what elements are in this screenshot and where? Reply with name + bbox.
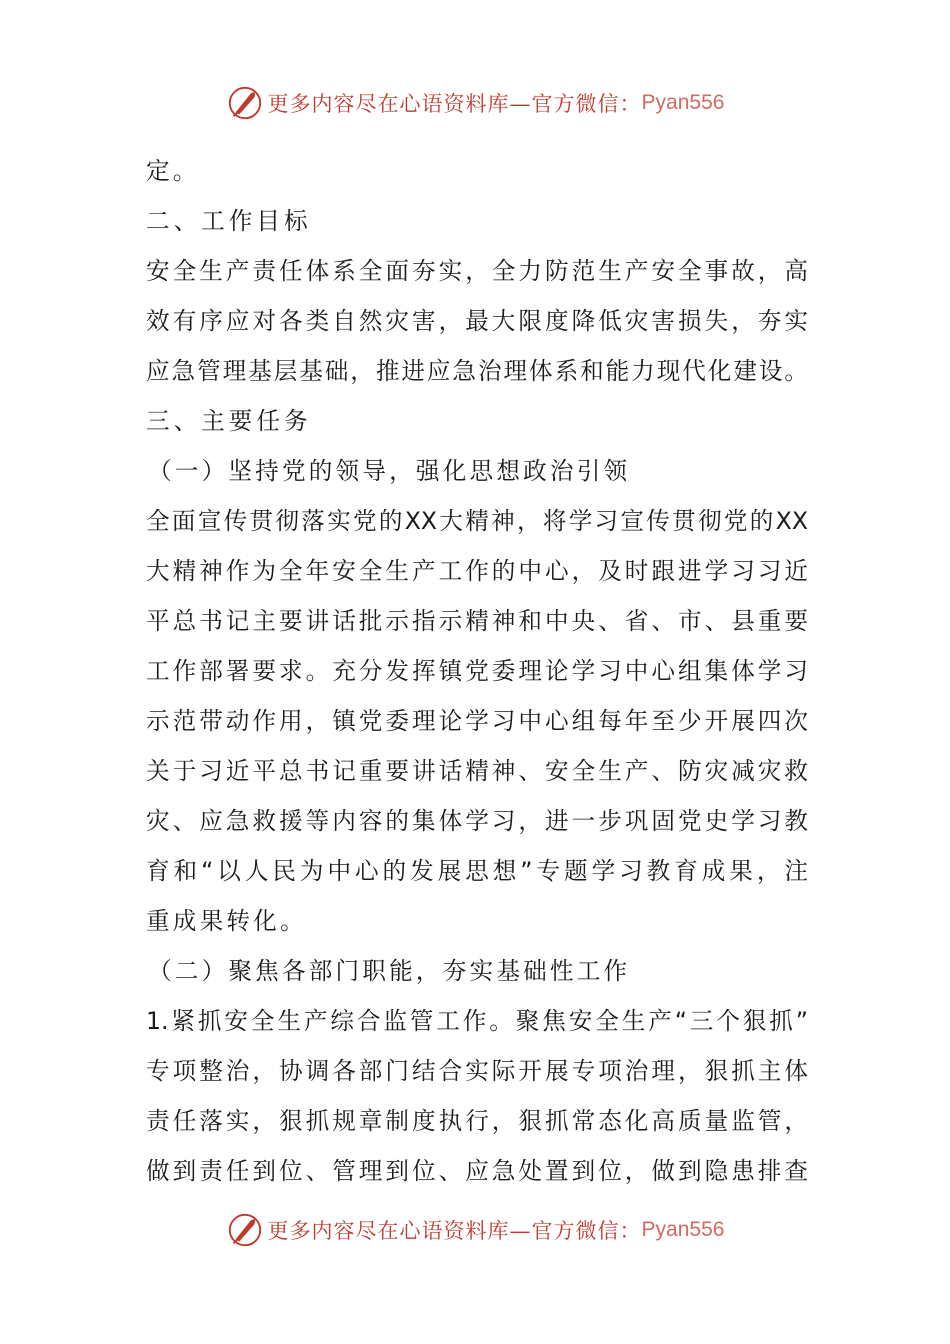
document-body bbox=[146, 146, 808, 1196]
text-line: 灾、应急救援等内容的集体学习，进一步巩固党史学习教 bbox=[146, 807, 808, 835]
subsection-heading: （一）坚持党的领导，强化思想政治引领 bbox=[148, 457, 631, 485]
text-line: 定。 bbox=[146, 157, 200, 185]
text-line: 工作部署要求。充分发挥镇党委理论学习中心组集体学习 bbox=[146, 657, 808, 685]
text-line: 全面宣传贯彻落实党的XX大精神，将学习宣传贯彻党的XX bbox=[146, 507, 808, 535]
text-line: 责任落实，狠抓规章制度执行，狠抓常态化高质量监管， bbox=[146, 1107, 808, 1135]
section-heading: 二、工作目标 bbox=[146, 207, 312, 235]
text-line: 示范带动作用，镇党委理论学习中心组每年至少开展四次 bbox=[146, 707, 808, 735]
text-line: 育和“以人民为中心的发展思想”专题学习教育成果，注 bbox=[146, 857, 808, 885]
subsection-heading: （二）聚焦各部门职能，夯实基础性工作 bbox=[148, 957, 631, 985]
text-line: 平总书记主要讲话批示指示精神和中央、省、市、县重要 bbox=[146, 607, 808, 635]
quill-logo-icon bbox=[226, 1211, 264, 1249]
text-line: 安全生产责任体系全面夯实，全力防范生产安全事故，高 bbox=[146, 257, 808, 285]
text-line: 重成果转化。 bbox=[146, 907, 307, 935]
footer-banner bbox=[0, 1207, 950, 1253]
text-line: 大精神作为全年安全生产工作的中心，及时跟进学习习近 bbox=[146, 557, 808, 585]
text-line: 关于习近平总书记重要讲话精神、安全生产、防灾减灾救 bbox=[146, 757, 808, 785]
banner-text: 更多内容尽在心语资料库—官方微信： bbox=[267, 92, 642, 116]
text-line: 1.紧抓安全生产综合监管工作。聚焦安全生产“三个狠抓” bbox=[146, 1007, 808, 1035]
banner-text: 更多内容尽在心语资料库—官方微信： bbox=[267, 1219, 642, 1243]
text-line: 效有序应对各类自然灾害，最大限度降低灾害损失，夯实 bbox=[146, 307, 808, 335]
text-line: 应急管理基层基础，推进应急治理体系和能力现代化建设。 bbox=[146, 357, 808, 385]
text-line: 专项整治，协调各部门结合实际开展专项治理，狠抓主体 bbox=[146, 1057, 808, 1085]
banner-code: Pyan556 bbox=[641, 1218, 725, 1241]
header-banner bbox=[0, 80, 950, 126]
text-line: 做到责任到位、管理到位、应急处置到位，做到隐患排查 bbox=[146, 1157, 808, 1185]
banner-code: Pyan556 bbox=[641, 91, 725, 114]
quill-logo-icon bbox=[226, 84, 264, 122]
section-heading: 三、主要任务 bbox=[146, 407, 312, 435]
